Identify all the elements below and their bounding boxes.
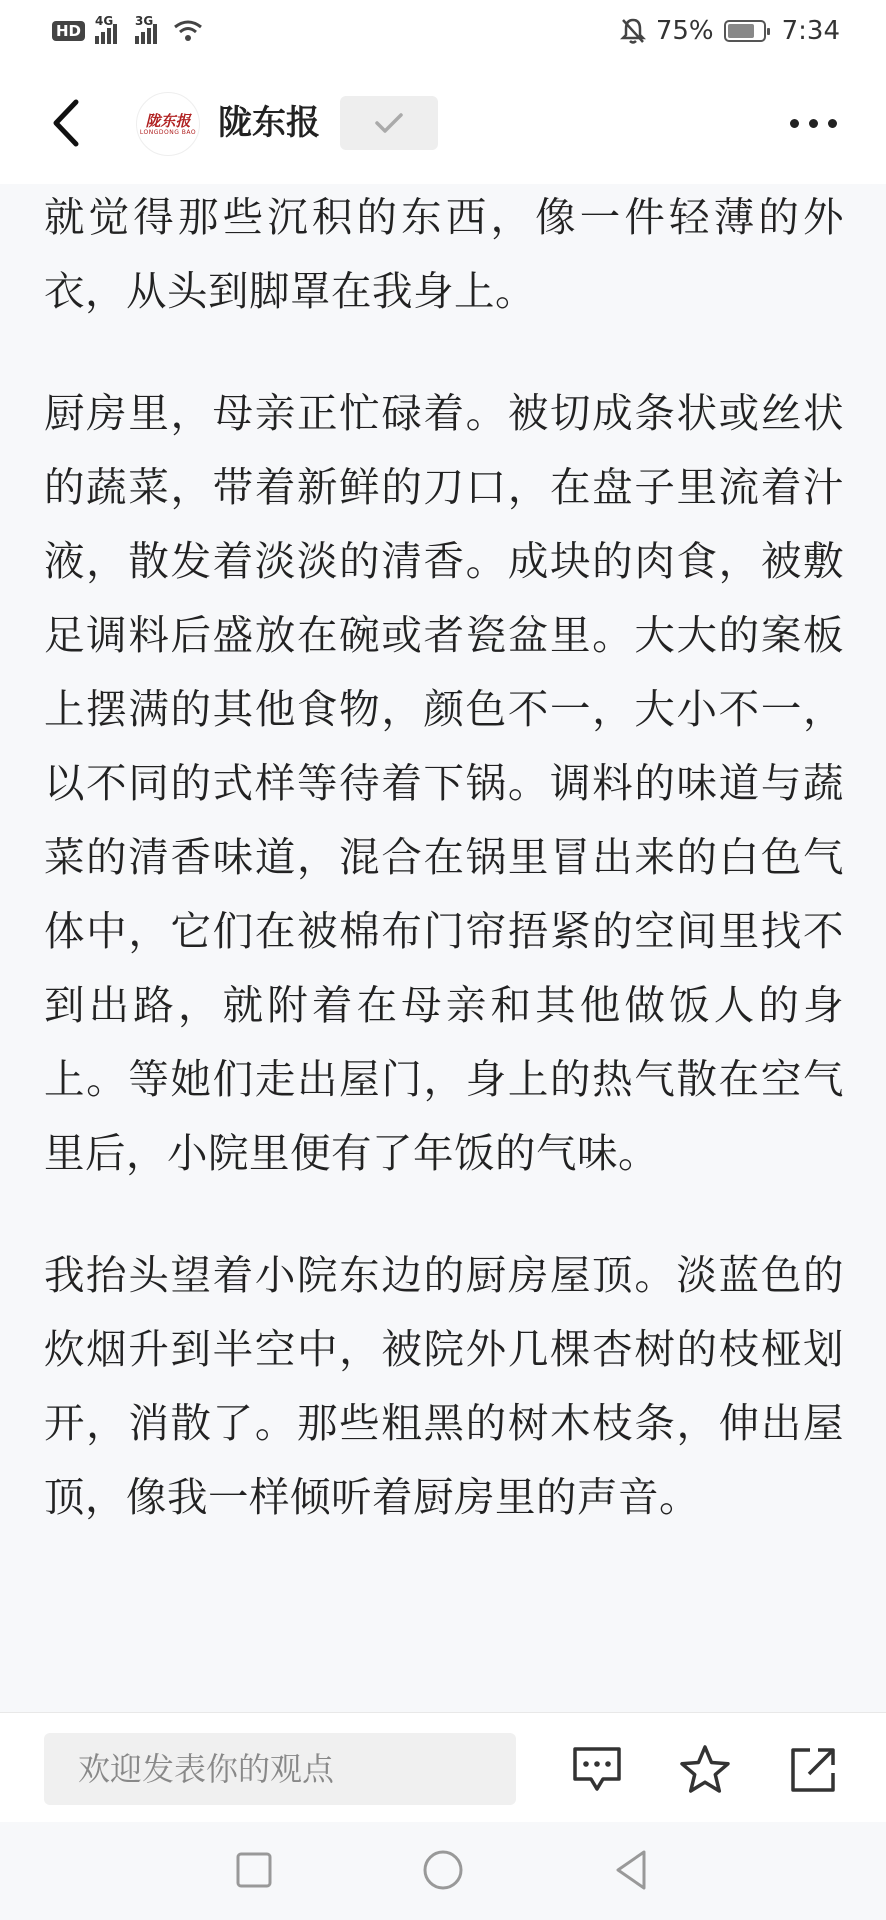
article-header [0,62,886,184]
article-body [44,184,844,1582]
check-icon [374,112,404,134]
publisher-name[interactable]: 陇东报 [218,103,320,143]
signal-3g-icon [135,14,157,44]
article-paragraph: 我抬头望着小院东边的厨房屋顶。淡蓝色的炊烟升到半空中，被院外几棵杏树的枝桠划开，消散了。那些粗黑的树木枝条，伸出屋顶，像我一样倾听着厨房里的声音。 [44,1251,844,1521]
system-nav-bar [0,1822,886,1920]
battery-icon [724,20,766,42]
comment-input[interactable]: 欢迎发表你的观点 [44,1733,516,1805]
signal-4g-icon [95,14,117,44]
battery-percent: 75% [655,16,714,46]
signal-gen-label: 4G [95,14,114,28]
recent-apps-icon[interactable] [230,1846,278,1894]
article-paragraph: 厨房里，母亲正忙碌着。被切成条状或丝状的蔬菜，带着新鲜的刀口，在盘子里流着汁液，散发着淡淡的清香。成块的肉食，被敷足调料后盛放在碗或者瓷盆里。大大的案板上摆满的其他食物，颜色不一，大小不一，以不同的式样等待着下锅。调料的味道与蔬菜的清香味道，混合在锅里冒出来的白色气体中，它们在被棉布门帘捂紧的空间里找不到出路，就附着在母亲和其他做饭人的身上。等她们走出屋门，身上的热气散在空气里后，小院里便有了年饭的气味。 [44,389,844,1177]
back-icon[interactable] [608,1846,656,1894]
status-left [52,14,203,44]
follow-button[interactable] [340,96,438,150]
article-paragraph: 就觉得那些沉积的东西，像一件轻薄的外衣，从头到脚罩在我身上。 [44,193,844,315]
status-right [620,16,840,46]
home-icon[interactable] [419,1846,467,1894]
status-bar [0,0,886,62]
comment-icon[interactable] [568,1741,626,1799]
signal-gen-label: 3G [135,14,154,28]
logo-text: 陇东报 [145,111,191,130]
back-arrow-icon[interactable] [46,98,86,148]
publisher-logo[interactable] [136,92,200,156]
clock: 7:34 [781,16,840,46]
comment-bar [0,1712,886,1823]
battery-fill [728,24,754,38]
mute-bell-icon [620,17,646,45]
hd-badge: HD [52,21,85,41]
wifi-icon [173,19,203,43]
logo-subtext: LONGDONG BAO [139,128,197,136]
more-dots-icon[interactable] [790,110,846,136]
share-icon[interactable] [784,1741,842,1799]
star-icon[interactable] [676,1741,734,1799]
